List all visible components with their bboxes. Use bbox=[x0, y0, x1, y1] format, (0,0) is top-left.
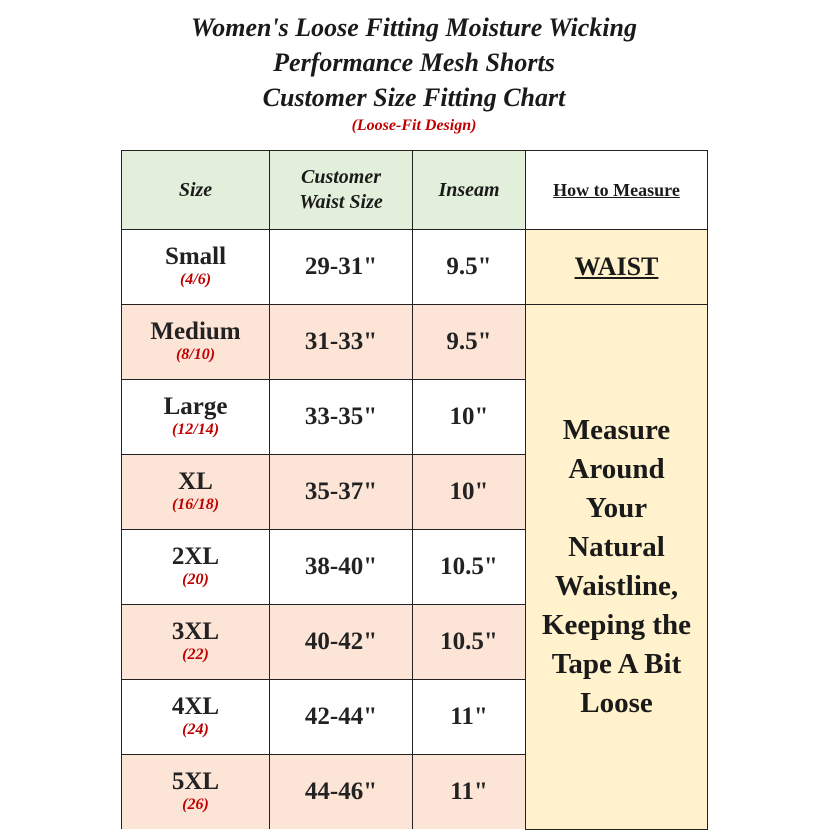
waist-cell: 44-46" bbox=[270, 755, 413, 830]
waist-cell: 40-42" bbox=[270, 605, 413, 680]
size-cell bbox=[122, 530, 270, 605]
header-waist bbox=[270, 151, 413, 230]
waist-cell: 29-31" bbox=[270, 230, 413, 305]
instruction-line: Natural bbox=[568, 530, 665, 563]
waist-cell: 38-40" bbox=[270, 530, 413, 605]
waist-cell: 33-35" bbox=[270, 380, 413, 455]
header-waist-line1: Customer bbox=[300, 166, 382, 188]
size-chart-table bbox=[121, 150, 708, 830]
waist-cell: 35-37" bbox=[270, 455, 413, 530]
size-us-number: (16/18) bbox=[171, 496, 220, 513]
size-name: Small bbox=[164, 243, 227, 270]
instruction-line: Around bbox=[568, 452, 665, 485]
instruction-line: Measure bbox=[562, 413, 671, 446]
table-row bbox=[122, 230, 708, 305]
size-name: 3XL bbox=[171, 618, 220, 645]
size-us-number: (26) bbox=[182, 796, 209, 813]
header-waist-line2: Waist Size bbox=[299, 191, 383, 213]
chart-title-block bbox=[0, 10, 828, 135]
header-size: Size bbox=[122, 151, 270, 230]
size-cell bbox=[122, 455, 270, 530]
size-cell bbox=[122, 380, 270, 455]
title-line-3: Customer Size Fitting Chart bbox=[262, 83, 566, 112]
waist-cell: 31-33" bbox=[270, 305, 413, 380]
size-name: 5XL bbox=[171, 768, 220, 795]
size-name: Large bbox=[163, 393, 228, 420]
size-name: Medium bbox=[150, 318, 241, 345]
size-us-number: (8/10) bbox=[175, 346, 216, 363]
size-name: 2XL bbox=[171, 543, 220, 570]
inseam-cell: 10" bbox=[413, 380, 526, 455]
inseam-cell: 9.5" bbox=[413, 305, 526, 380]
size-us-number: (24) bbox=[182, 721, 209, 738]
inseam-cell: 11" bbox=[413, 755, 526, 830]
inseam-cell: 10" bbox=[413, 455, 526, 530]
measure-waist-label: WAIST bbox=[526, 230, 708, 305]
instruction-line: Your bbox=[585, 491, 648, 524]
waist-cell: 42-44" bbox=[270, 680, 413, 755]
header-row bbox=[122, 151, 708, 230]
measure-instructions bbox=[526, 305, 708, 830]
fit-subtitle: (Loose-Fit Design) bbox=[351, 117, 477, 134]
title-line-2: Performance Mesh Shorts bbox=[273, 48, 555, 77]
header-how-to-measure: How to Measure bbox=[526, 151, 708, 230]
size-cell bbox=[122, 680, 270, 755]
size-cell bbox=[122, 230, 270, 305]
table-row bbox=[122, 305, 708, 380]
instruction-line: Waistline, bbox=[554, 569, 679, 602]
instruction-line: Loose bbox=[580, 686, 653, 719]
header-inseam: Inseam bbox=[413, 151, 526, 230]
size-cell bbox=[122, 605, 270, 680]
size-cell bbox=[122, 755, 270, 830]
size-us-number: (4/6) bbox=[179, 271, 212, 288]
title-line-1: Women's Loose Fitting Moisture Wicking bbox=[191, 13, 637, 42]
instruction-line: Keeping the bbox=[541, 608, 692, 641]
inseam-cell: 11" bbox=[413, 680, 526, 755]
inseam-cell: 10.5" bbox=[413, 530, 526, 605]
size-us-number: (20) bbox=[182, 571, 209, 588]
inseam-cell: 9.5" bbox=[413, 230, 526, 305]
size-us-number: (12/14) bbox=[171, 421, 220, 438]
size-us-number: (22) bbox=[182, 646, 209, 663]
size-name: 4XL bbox=[171, 693, 220, 720]
size-cell bbox=[122, 305, 270, 380]
inseam-cell: 10.5" bbox=[413, 605, 526, 680]
instruction-line: Tape A Bit bbox=[551, 647, 682, 680]
size-name: XL bbox=[178, 468, 213, 495]
